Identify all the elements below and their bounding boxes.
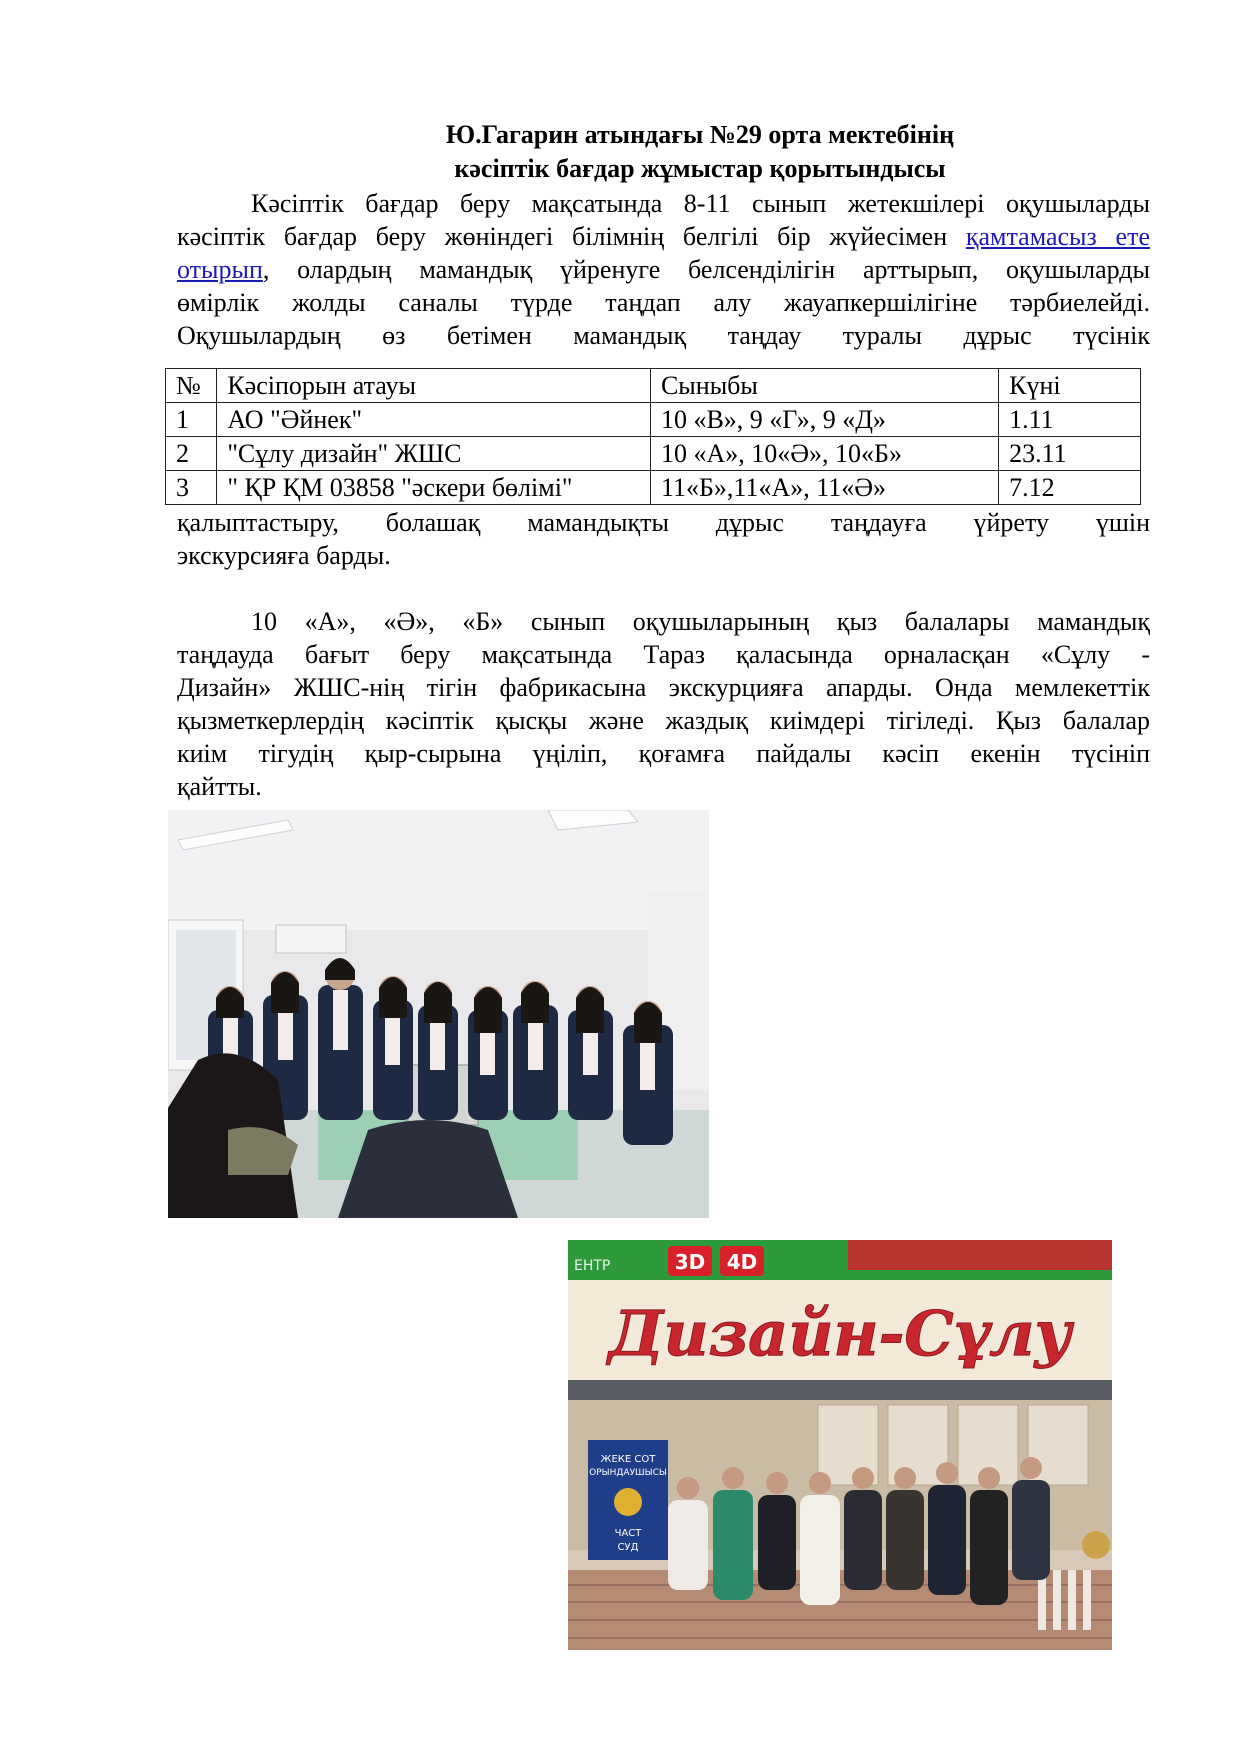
sign-3d-label: 3D <box>674 1250 706 1274</box>
excursion-line-2: экскурсияға барды. <box>177 541 391 570</box>
intro-line-4: өмірлік жолды саналы түрде таңдап алу жауапкершілігіне тәрбиелейді. <box>177 288 1150 317</box>
plaque-line-2: ОРЫНДАУШЫСЫ <box>589 1468 667 1478</box>
plaque-line-4: СУД <box>617 1542 639 1553</box>
sign-center-label: ЕНТР <box>574 1258 611 1274</box>
cell-enterprise: АО "Әйнек" <box>217 403 651 437</box>
cell-class: 11«Б»,11«А», 11«Ә» <box>650 471 998 505</box>
sulu-line-3: Дизайн» ЖШС-нің тігін фабрикасына экскурцияға апарды. Онда мемлекеттік <box>177 673 1150 702</box>
provision-link-continued[interactable]: отырып <box>177 255 263 284</box>
title-line-1: Ю.Гагарин атындағы №29 орта мектебінің <box>445 120 955 149</box>
excursion-paragraph <box>177 506 1150 572</box>
sulu-line-5: киім тігудің қыр-сырына үңіліп, қоғамға пайдалы кәсіп екенін түсініп <box>177 739 1150 768</box>
cell-enterprise: " ҚР ҚМ 03858 "әскери бөлімі" <box>217 471 651 505</box>
intro-paragraph <box>177 187 1150 352</box>
sulu-line-4: қызметкерлердің кәсіптік қысқы және жаздық киімдері тігіледі. Қыз балалар <box>177 706 1150 735</box>
sulu-line-1: 10 «А», «Ә», «Б» сынып оқушыларының қыз балалары мамандық <box>251 607 1150 636</box>
document-title <box>330 118 1070 186</box>
sewing-workshop-photo <box>168 810 709 1218</box>
enterprises-table <box>165 368 1141 505</box>
cell-date: 23.11 <box>999 437 1141 471</box>
plaque-line-3: ЧАСТ <box>614 1528 642 1539</box>
cell-number: 2 <box>166 437 217 471</box>
sign-4d-label: 4D <box>726 1250 758 1274</box>
cell-number: 3 <box>166 471 217 505</box>
cell-class: 10 «А», 10«Ә», 10«Б» <box>650 437 998 471</box>
table-row <box>166 471 1141 505</box>
cell-class: 10 «В», 9 «Г», 9 «Д» <box>650 403 998 437</box>
intro-line-3: , олардың мамандық үйренуге белсенділігін арттырып, оқушыларды <box>262 255 1150 284</box>
header-date: Күні <box>999 369 1141 403</box>
storefront-name: Дизайн-Сұлу <box>608 1297 1072 1370</box>
plaque-line-1: ЖЕКЕ СОТ <box>600 1454 656 1465</box>
intro-line-2: кәсіптік бағдар беру жөніндегі білімнің белгілі бір жүйесімен <box>177 222 966 251</box>
header-number: № <box>166 369 217 403</box>
cell-date: 1.11 <box>999 403 1141 437</box>
intro-line-5: Оқушылардың өз бетімен мамандық таңдау туралы дұрыс түсінік <box>177 321 1150 350</box>
sulu-line-2: таңдауда бағыт беру мақсатында Тараз қаласында орналасқан «Сұлу - <box>177 640 1150 669</box>
table-row <box>166 403 1141 437</box>
provision-link[interactable]: қамтамасыз ете <box>965 222 1150 251</box>
sulu-design-storefront-photo <box>568 1240 1112 1650</box>
excursion-line-1: қалыптастыру, болашақ мамандықты дұрыс таңдауға үйрету үшін <box>177 508 1150 537</box>
header-class: Сыныбы <box>650 369 998 403</box>
sulu-line-6: қайтты. <box>177 772 262 801</box>
sulu-design-paragraph <box>177 605 1150 803</box>
table-header-row <box>166 369 1141 403</box>
title-line-2: кәсіптік бағдар жұмыстар қорытындысы <box>454 154 946 183</box>
header-enterprise: Кәсіпорын атауы <box>217 369 651 403</box>
cell-number: 1 <box>166 403 217 437</box>
intro-line-1: Кәсіптік бағдар беру мақсатында 8-11 сынып жетекшілері оқушыларды <box>251 189 1150 218</box>
cell-enterprise: "Сұлу дизайн" ЖШС <box>217 437 651 471</box>
cell-date: 7.12 <box>999 471 1141 505</box>
table-row <box>166 437 1141 471</box>
